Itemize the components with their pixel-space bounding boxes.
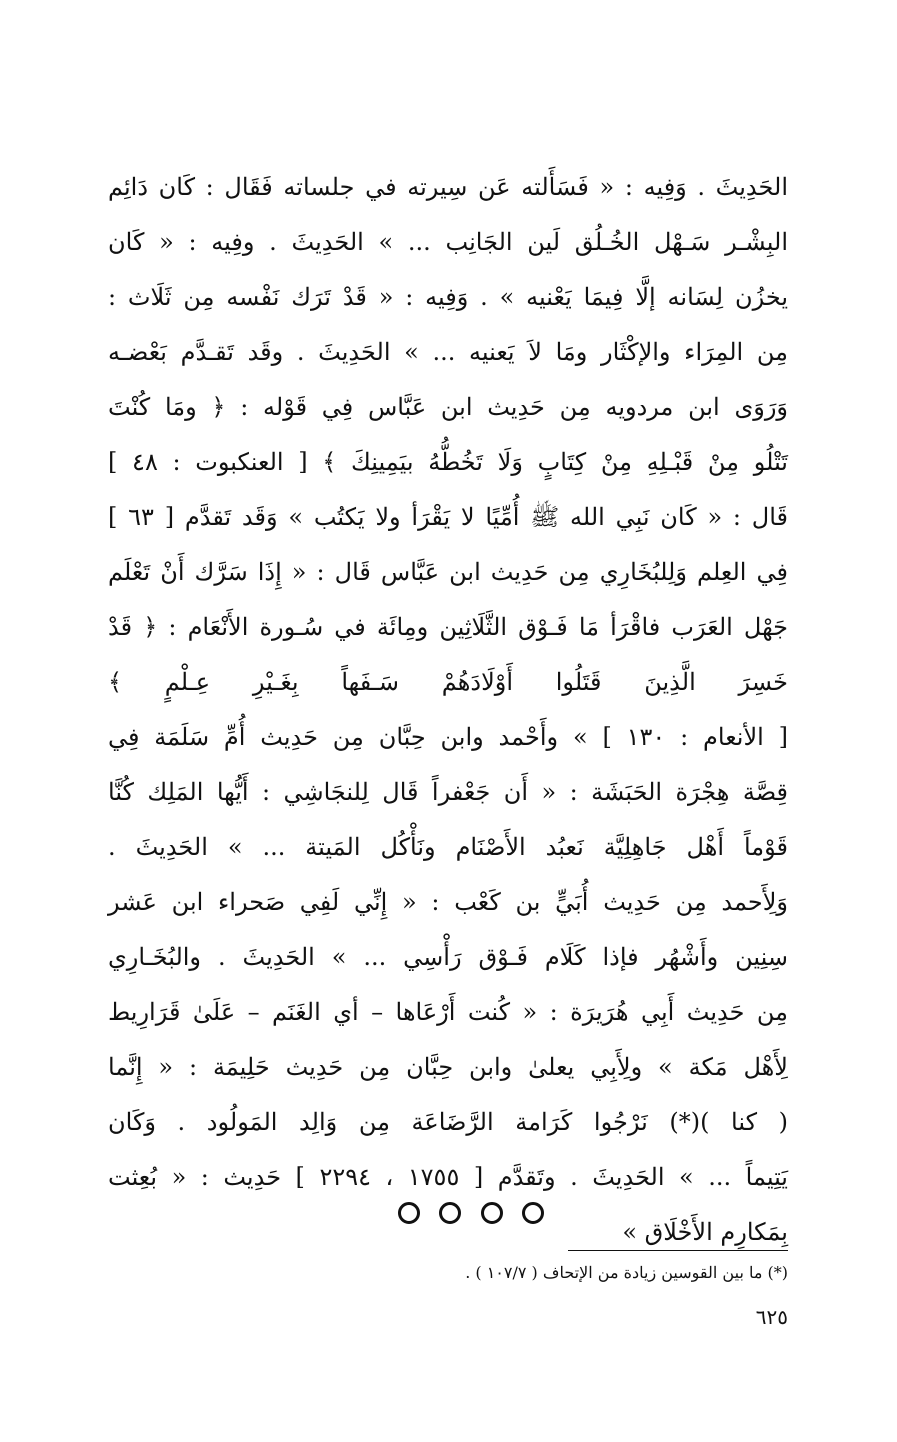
text-line-18: ( كنا )(*) نَرْجُوا كَرَامة الرَّضَاعَة مِن وَالِد المَولُود . وَكَان	[108, 1108, 788, 1136]
text-line-1: الحَدِيثَ . وَفِيه : « فَسَأَلته عَن سِيرته في جلساته فَقَال : كَان دَائِم	[108, 173, 788, 201]
text-line-14: وَلِأَحمد مِن حَدِيث أُبَيٍّ بن كَعْب : « إِنِّي لَفِي صَحراء ابن عَشر	[108, 888, 788, 916]
text-line-11: [ الأنعام : ١٣٠ ] » وأَحْمد وابن حِبَّان مِن حَدِيث أُمِّ سَلَمَة فِي	[108, 723, 789, 751]
footnote-text: (*) ما بين القوسين زيادة من الإتحاف ( ١٠٧/٧ ) .	[465, 1263, 788, 1282]
text-line-13: قَوْماً أَهْل جَاهِلِيَّة نَعبُد الأَصْنَام ونَأْكُل المَيتة ... » الحَدِيثَ .	[108, 833, 788, 861]
text-line-9: جَهْل العَرَب فاقْرَأ مَا فَـوْق الثَّلَاثِين ومِائَة في سُـورة الأَنْعَام : ﴿ قَدْ	[108, 613, 788, 641]
text-line-3: يخزُن لِسَانه إلَّا فِيمَا يَعْنيه » . وَفِيه : « قَدْ تَرَك نَفْسه مِن ثَلَاث :	[108, 283, 788, 311]
text-line-19: يَتِيماً ... » الحَدِيثَ . وتَقدَّم [ ١٧٥٥ ، ٢٢٩٤ ] حَدِيث : « بُعِثت	[108, 1163, 788, 1191]
footnote-divider	[568, 1250, 788, 1251]
ornament-circle-icon	[481, 1202, 503, 1224]
text-line-2: البِشْـر سَـهْل الخُـلُق لَين الجَانِب ... » الحَدِيثَ . وفِيه : « كَان	[108, 228, 788, 256]
text-line-7: قَال : « كَان نَبِي الله ﷺ أُمِّيًا لا يَقْرَأ ولا يَكتُب » وَقَد تَقدَّم [ ٦٣ ]	[108, 503, 788, 531]
text-line-20: بِمَكارِم الأَخْلَاق »	[622, 1218, 788, 1246]
text-line-12: قِصَّة هِجْرَة الحَبَشَة : « أَن جَعْفراً قَال لِلنجَاشِي : أَيُّها المَلِك كُنَّا	[108, 778, 788, 806]
text-line-16: مِن حَدِيث أَبِي هُرَيرَة : « كُنت أَرْعَاها – أي الغَنَم – عَلَىٰ قَرَارِيط	[108, 998, 788, 1026]
ornament-circle-icon	[522, 1202, 544, 1224]
main-text-block	[108, 160, 788, 1260]
text-line-5: وَرَوَى ابن مردويه مِن حَدِيث ابن عَبَّاس فِي قَوْله : ﴿ ومَا كُنْتَ	[108, 393, 788, 421]
text-line-10: خَسِرَ الَّذِينَ قَتَلُوا أَوْلَادَهُمْ سَـفَهاً بِغَـيْرِ عِـلْمٍ ﴾	[108, 668, 788, 696]
text-line-8: فِي العِلم وَلِلبُخَارِي مِن حَدِيث ابن عَبَّاس قَال : « إِذَا سَرَّك أَنْ تَعْلَم	[108, 558, 789, 586]
section-end-ornament	[398, 1193, 544, 1233]
ornament-circle-icon	[398, 1202, 420, 1224]
text-line-17: لِأَهْل مَكة » ولِأَبِي يعلىٰ وابن حِبَّان مِن حَدِيث حَلِيمَة : « إِنَّما	[108, 1053, 788, 1081]
text-line-6: تَتْلُو مِنْ قَبْـلِهِ مِنْ كِتَابٍ وَلَا تَخُطُّهُ بيَمِينِكَ ﴾ [ العنكبوت : ٤٨ ]	[108, 448, 788, 476]
ornament-circle-icon	[439, 1202, 461, 1224]
text-line-15: سِنِين وأَشْهُر فإذا كَلَام فَـوْق رَأْسِي ... » الحَدِيثَ . والبُخَـارِي	[108, 943, 788, 971]
page-number: ٦٢٥	[755, 1305, 788, 1329]
text-line-4: مِن المِرَاء والإكْثَار ومَا لاَ يَعنيه ... » الحَدِيثَ . وقَد تَقـدَّم بَعْضـه	[108, 338, 788, 366]
